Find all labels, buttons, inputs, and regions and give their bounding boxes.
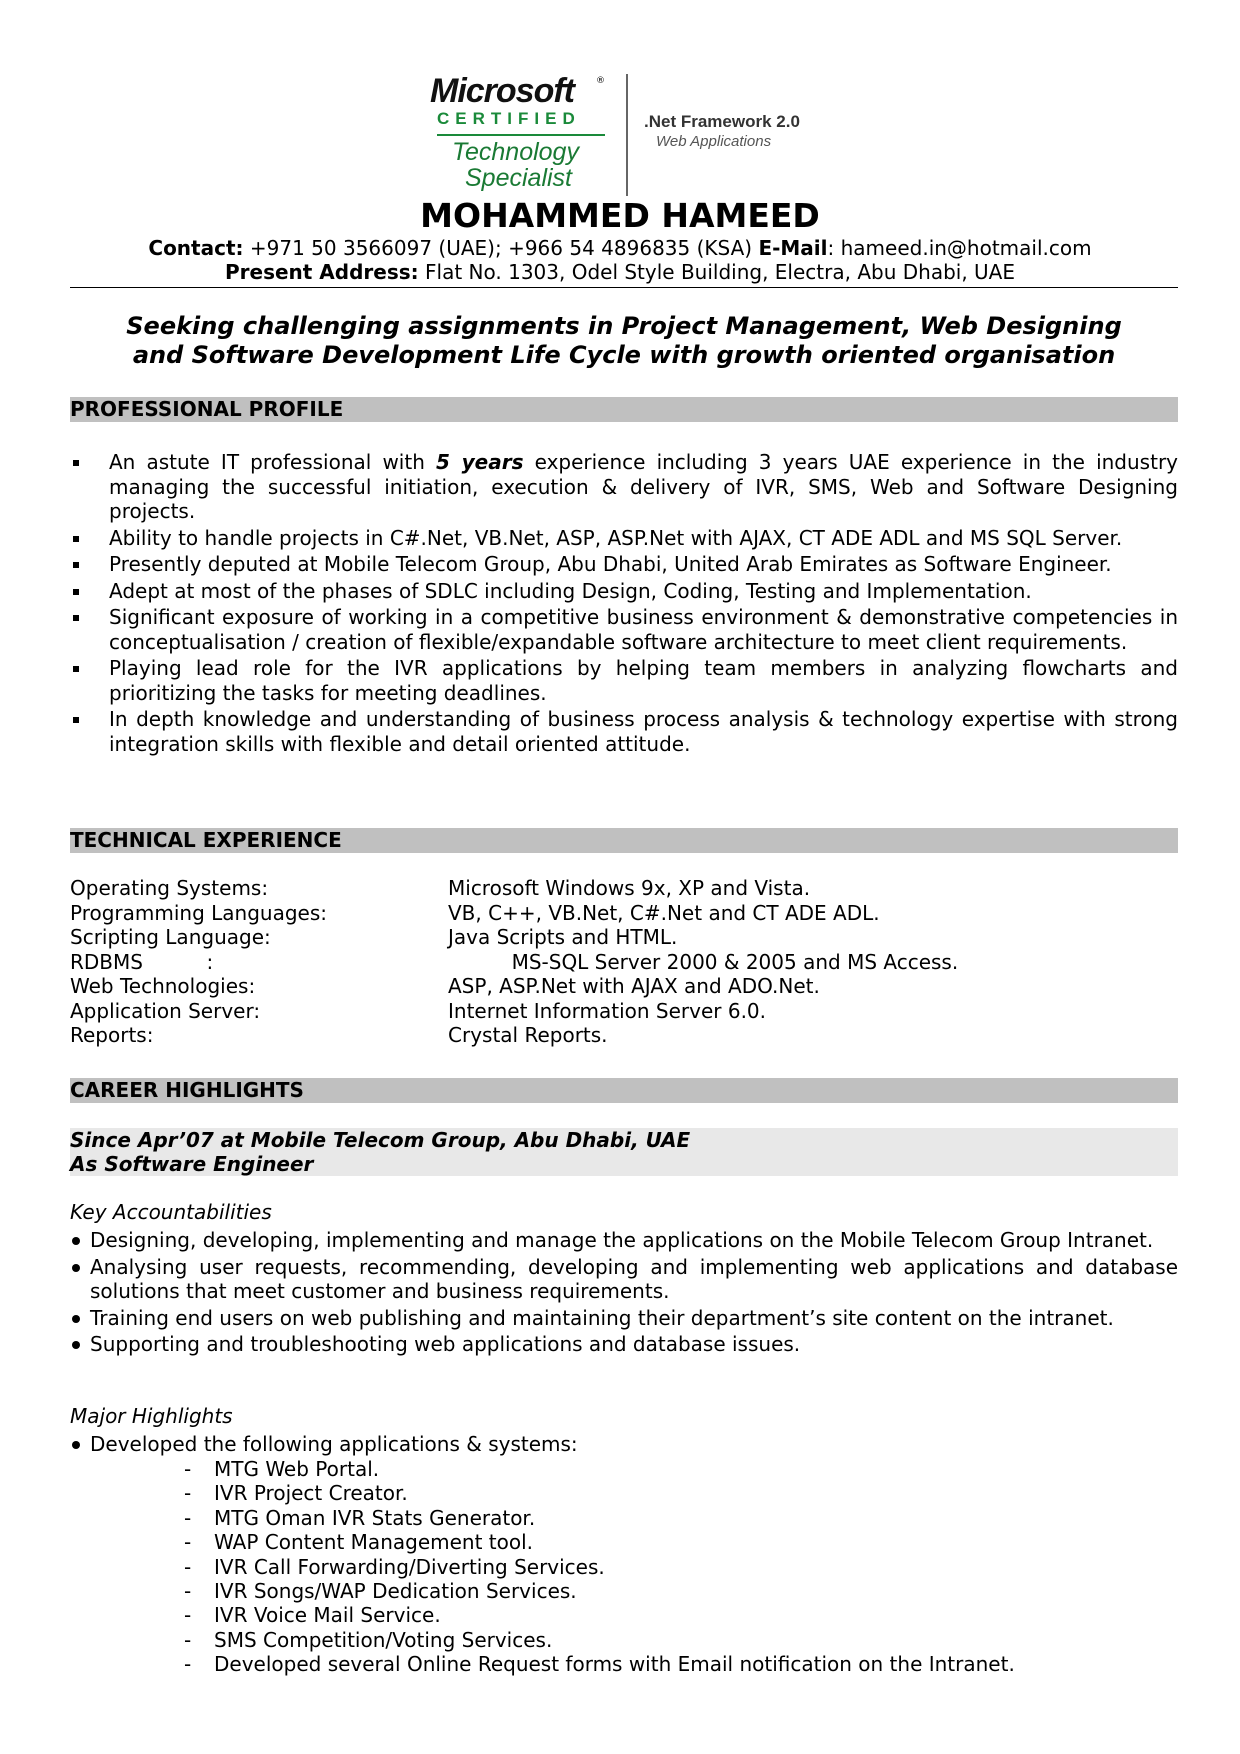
tech-label: Reports:	[70, 1023, 154, 1047]
address-label: Present Address:	[224, 260, 419, 284]
tech-row	[70, 901, 1178, 926]
square-bullet-icon	[73, 615, 79, 621]
list-item	[70, 552, 1178, 577]
list-item	[184, 1555, 1084, 1579]
dash-marker: -	[184, 1457, 192, 1481]
tech-row	[70, 950, 1178, 975]
list-item	[184, 1457, 1084, 1481]
accountability-text: Designing, developing, implementing and manage the applications on the Mobile Telecom Group Intranet.	[90, 1228, 1154, 1252]
tech-label: Operating Systems:	[70, 876, 269, 900]
objective-line2: and Software Development Life Cycle with growth oriented organisation	[132, 341, 1116, 369]
list-item	[70, 707, 1178, 756]
tech-label: Scripting Language:	[70, 925, 271, 949]
logo-brand: Microsoft	[430, 72, 574, 110]
trademark-mark: ®	[596, 76, 605, 86]
contact-phones: +971 50 3566097 (UAE); +966 54 4896835 (KSA)	[243, 236, 759, 260]
tech-row	[70, 925, 1178, 950]
tech-label: Application Server:	[70, 998, 261, 1023]
email-value: : hameed.in@hotmail.com	[827, 236, 1092, 260]
list-item	[70, 605, 1178, 654]
list-item	[184, 1628, 1084, 1652]
application-name: IVR Songs/WAP Dedication Services.	[214, 1579, 577, 1604]
logo-divider	[626, 74, 628, 196]
list-item	[70, 1432, 1178, 1457]
dash-marker: -	[184, 1505, 192, 1530]
profile-item-text: Adept at most of the phases of SDLC including Design, Coding, Testing and Implementation.	[109, 578, 1032, 603]
application-name: WAP Content Management tool.	[214, 1530, 534, 1555]
logo-specialist-line1: Technology	[452, 138, 579, 166]
dash-marker: -	[184, 1579, 192, 1604]
dash-marker: -	[184, 1530, 192, 1555]
list-item	[70, 1306, 1178, 1331]
job-role: As Software Engineer	[70, 1152, 314, 1176]
dash-marker: -	[184, 1554, 192, 1579]
key-accountabilities-list	[70, 1228, 1178, 1359]
list-item	[184, 1506, 1084, 1530]
logo-certified: CERTIFIED	[437, 109, 581, 128]
profile-item-text: Ability to handle projects in C#.Net, VB.Net, ASP, ASP.Net with AJAX, CT ADE ADL and MS SQL Server.	[109, 525, 1123, 550]
square-bullet-icon	[73, 589, 79, 595]
application-name: IVR Call Forwarding/Diverting Services.	[214, 1554, 605, 1579]
profile-item-text: Significant exposure of working in a competitive business environment & demonstrative competencies in conceptualisation / creation of flexible/expandable software architecture to meet client requirements.	[109, 605, 1178, 654]
dash-marker: -	[184, 1652, 192, 1677]
profile-item-text: Playing lead role for the IVR applications by helping team members in analyzing flowcharts and prioritizing the tasks for meeting deadlines.	[109, 656, 1178, 705]
profile-list	[70, 450, 1178, 758]
list-item	[184, 1579, 1084, 1603]
address-value: Flat No. 1303, Odel Style Building, Electra, Abu Dhabi, UAE	[418, 260, 1015, 284]
square-bullet-icon	[73, 666, 79, 672]
application-name: MTG Oman IVR Stats Generator.	[214, 1505, 536, 1530]
application-name: Developed several Online Request forms with Email notification on the Intranet.	[214, 1652, 1015, 1677]
contact-label: Contact:	[148, 236, 244, 260]
logo-area: Web Applications	[656, 133, 772, 150]
list-item	[70, 1255, 1178, 1304]
list-item	[70, 526, 1178, 551]
dash-marker: -	[184, 1603, 192, 1628]
tech-value: Microsoft Windows 9x, XP and Vista.	[448, 876, 811, 900]
major-highlights-list	[70, 1432, 1178, 1459]
round-bullet-icon	[72, 1441, 80, 1449]
tech-row	[70, 974, 1178, 999]
list-item	[70, 1332, 1178, 1357]
square-bullet-icon	[73, 536, 79, 542]
application-name: IVR Project Creator.	[214, 1481, 408, 1506]
list-item	[184, 1603, 1084, 1627]
career-objective	[70, 312, 1178, 370]
list-item	[70, 450, 1178, 524]
address-line	[0, 260, 1240, 284]
contact-line	[0, 236, 1240, 260]
square-bullet-icon	[73, 562, 79, 568]
list-item	[184, 1481, 1084, 1505]
profile-item-emphasis: 5 years	[436, 450, 524, 474]
accountability-text: Training end users on web publishing and maintaining their department’s site content on the intranet.	[90, 1305, 1114, 1330]
tech-value: Internet Information Server 6.0.	[448, 998, 767, 1023]
tech-value: Java Scripts and HTML.	[448, 925, 678, 949]
accountability-text: Supporting and troubleshooting web applications and database issues.	[90, 1332, 801, 1356]
application-name: IVR Voice Mail Service.	[214, 1603, 441, 1628]
logo-rule	[437, 134, 605, 136]
round-bullet-icon	[72, 1264, 80, 1272]
major-intro-text: Developed the following applications & systems:	[90, 1432, 578, 1456]
dash-marker: -	[184, 1481, 192, 1506]
section-professional-profile: PROFESSIONAL PROFILE	[70, 397, 1178, 422]
list-item	[70, 656, 1178, 705]
tech-label: Programming Languages:	[70, 900, 328, 925]
microsoft-certified-logo	[430, 72, 830, 202]
email-label: E-Mail	[758, 236, 828, 260]
tech-value: Crystal Reports.	[448, 1023, 608, 1047]
logo-framework: .Net Framework 2.0	[644, 112, 800, 131]
profile-item-text: Presently deputed at Mobile Telecom Group, Abu Dhabi, United Arab Emirates as Software Engineer.	[109, 552, 1112, 576]
list-item	[70, 579, 1178, 604]
list-item	[70, 1228, 1178, 1253]
profile-item-text: In depth knowledge and understanding of business process analysis & technology expertise with strong integration skills with flexible and detail oriented attitude.	[109, 707, 1178, 756]
accountability-text: Analysing user requests, recommending, developing and implementing web applications and database solutions that meet customer and business requirements.	[90, 1254, 1178, 1303]
applications-list	[184, 1457, 1084, 1677]
dash-marker: -	[184, 1627, 192, 1652]
tech-row	[70, 1023, 1178, 1048]
header-rule	[70, 287, 1178, 288]
round-bullet-icon	[72, 1341, 80, 1349]
round-bullet-icon	[72, 1315, 80, 1323]
tech-label: Web Technologies:	[70, 974, 256, 998]
application-name: SMS Competition/Voting Services.	[214, 1627, 553, 1652]
list-item	[184, 1652, 1084, 1676]
square-bullet-icon	[73, 460, 79, 466]
tech-row	[70, 999, 1178, 1024]
section-career-highlights: CAREER HIGHLIGHTS	[70, 1078, 1178, 1103]
profile-item-text: An astute IT professional with	[109, 450, 436, 474]
profile-item-text: experience including 3 years UAE experience in the industry managing the successful initiation, execution & delivery of IVR, SMS, Web and Software Designing projects.	[109, 450, 1178, 523]
job-period-company: Since Apr’07 at Mobile Telecom Group, Abu Dhabi, UAE	[70, 1128, 691, 1152]
list-item	[184, 1530, 1084, 1554]
candidate-name: MOHAMMED HAMEED	[420, 196, 820, 235]
logo-specialist-line2: Specialist	[465, 164, 572, 192]
major-highlights-heading: Major Highlights	[70, 1404, 233, 1428]
key-accountabilities-heading: Key Accountabilities	[70, 1200, 272, 1224]
application-name: MTG Web Portal.	[214, 1457, 380, 1481]
tech-value: ASP, ASP.Net with AJAX and ADO.Net.	[448, 974, 820, 998]
tech-value: MS-SQL Server 2000 & 2005 and MS Access.	[448, 949, 959, 974]
square-bullet-icon	[73, 717, 79, 723]
objective-line1: Seeking challenging assignments in Project Management, Web Designing	[126, 312, 1122, 340]
tech-value: VB, C++, VB.Net, C#.Net and CT ADE ADL.	[448, 900, 880, 925]
round-bullet-icon	[72, 1237, 80, 1245]
tech-row	[70, 876, 1178, 901]
tech-label: RDBMS :	[70, 949, 214, 974]
section-technical-experience: TECHNICAL EXPERIENCE	[70, 828, 1178, 853]
